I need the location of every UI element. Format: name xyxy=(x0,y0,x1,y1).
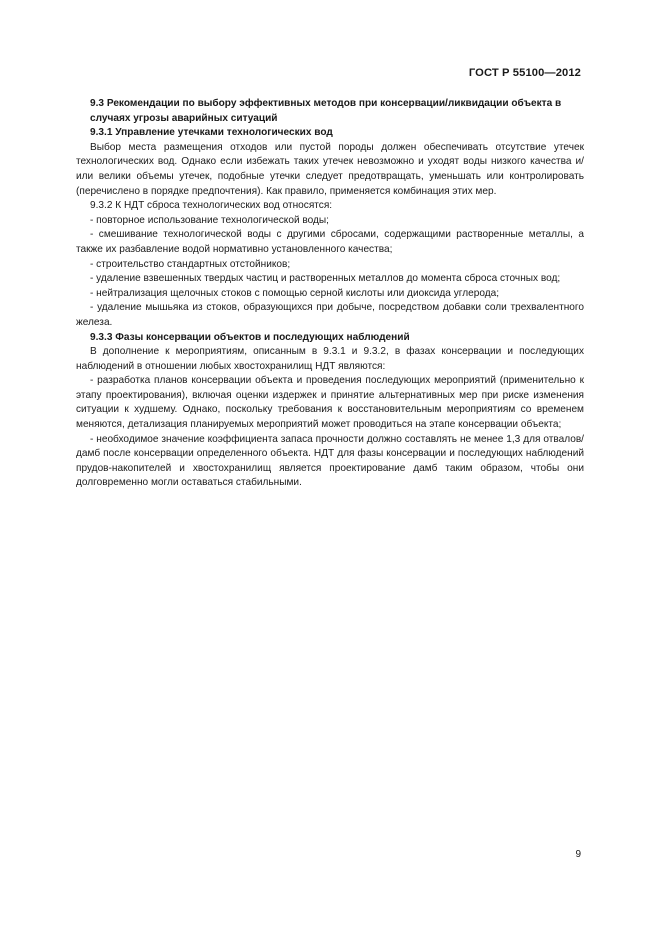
subsection-heading-9-3-1: 9.3.1 Управление утечками технологических вод xyxy=(90,127,333,139)
document-body xyxy=(76,97,584,491)
page-number: 9 xyxy=(575,849,581,860)
paragraph: Выбор места размещения отходов или пустой породы должен обеспечивать отсутствие утечек технологических вод. Однако если избежать таких утечек невозможно и уходят воды низкого качества и/или велики объемы утечек, подобные утечки следует предотвращать, уменьшать или контролировать (перечислено в порядке предпочтения). Как правило, применяется комбинация этих мер. xyxy=(76,141,584,197)
list-item: - удаление мышьяка из стоков, образующихся при добыче, посредством добавки соли трехвалентного железа. xyxy=(76,302,584,328)
list-item: - повторное использование технологической воды; xyxy=(90,214,329,226)
list-item: - строительство стандартных отстойников; xyxy=(90,258,291,270)
list-item: - удаление взвешенных твердых частиц и растворенных металлов до момента сброса сточных вод; xyxy=(90,273,561,285)
subsection-intro-9-3-2: 9.3.2 К НДТ сброса технологических вод относятся: xyxy=(90,200,333,212)
document-code: ГОСТ Р 55100—2012 xyxy=(468,67,581,79)
list-item: - нейтрализация щелочных стоков с помощью серной кислоты или диоксида углерода; xyxy=(90,287,500,299)
list-item: - смешивание технологической воды с другими сбросами, содержащими растворенные металлы, а также их разбавление водой нормативно установленного качества; xyxy=(76,229,584,255)
paragraph: В дополнение к мероприятиям, описанным в 9.3.1 и 9.3.2, в фазах консервации и последующих наблюдений в отношении любых хвостохранилищ НДТ являются: xyxy=(76,346,584,372)
subsection-heading-9-3-3: 9.3.3 Фазы консервации объектов и последующих наблюдений xyxy=(90,331,410,343)
section-heading-9-3: 9.3 Рекомендации по выбору эффективных методов при консервации/ликвидации объекта в случаях угрозы аварийных ситуаций xyxy=(90,98,562,124)
list-item: - необходимое значение коэффициента запаса прочности должно составлять не менее 1,3 для отвалов/дамб после консервации определенного объекта. НДТ для фазы консервации и последующих наблюдений прудов-накопителей и хвостохранилищ является проектирование дамб таким образом, чтобы они долговременно могли оставаться стабильными. xyxy=(76,433,584,489)
list-item: - разработка планов консервации объекта и проведения последующих мероприятий (применительно к этапу проектирования), включая оценки издержек и принятие альтернативных мер при риске изменения ситуации к худшему. Однако, поскольку требования к восстановительным мероприятиям со временем меняются, детализация планируемых мероприятий может проводиться на этапе консервации объекта; xyxy=(76,375,584,431)
